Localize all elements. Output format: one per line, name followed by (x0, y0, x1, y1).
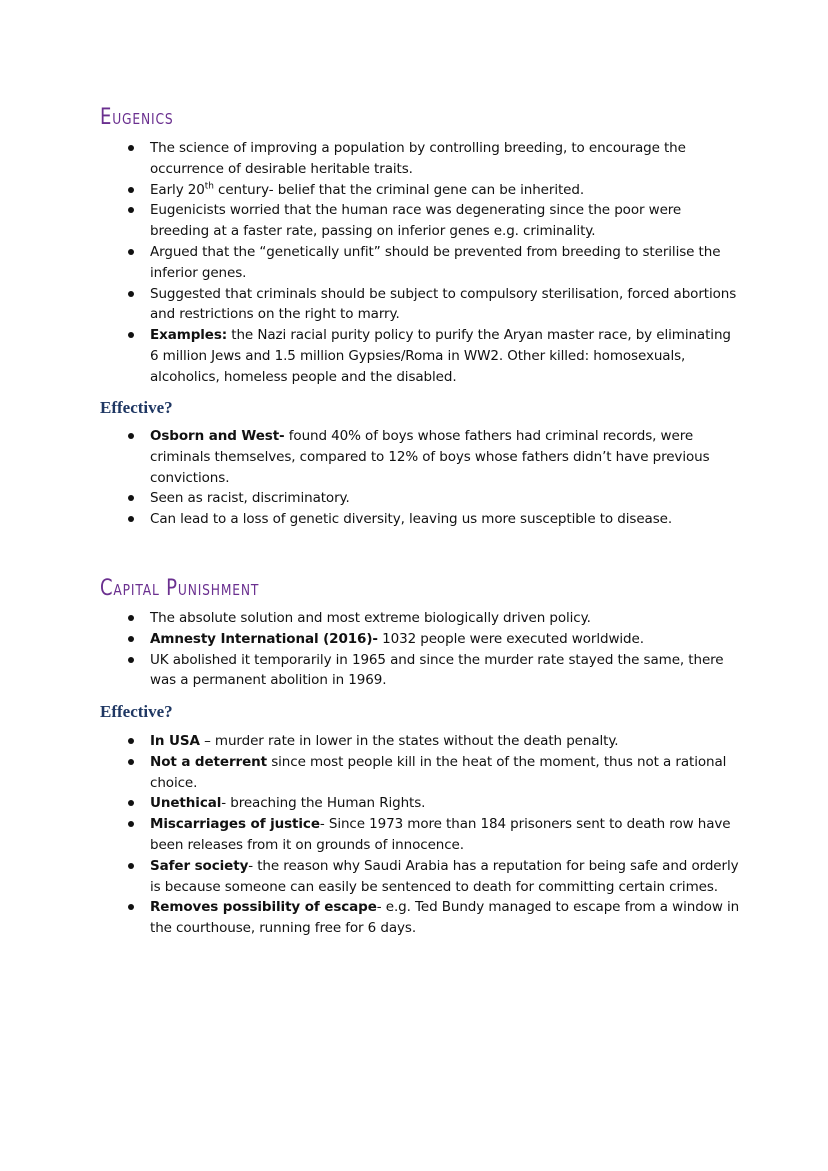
list-item: Examples: the Nazi racial purity policy to purify the Aryan master race, by eliminating 6 million Jews and 1.5 million Gypsies/Roma in WW2. Other killed: homosexuals, alcoholics, homeless people and the disabled. (150, 325, 740, 387)
eugenics-effective-heading: Effective? (100, 398, 173, 417)
list-item: Seen as racist, discriminatory. (150, 488, 740, 509)
list-item: The science of improving a population by controlling breeding, to encourage the occurrence of desirable heritable traits. (150, 138, 740, 180)
list-item: Osborn and West- found 40% of boys whose fathers had criminal records, were criminals themselves, compared to 12% of boys whose fathers didn’t have previous convictions. (150, 426, 740, 488)
list-item: In USA – murder rate in lower in the states without the death penalty. (150, 731, 740, 752)
list-item: Not a deterrent since most people kill in the heat of the moment, thus not a rational choice. (150, 752, 740, 794)
list-item: Argued that the “genetically unfit” should be prevented from breeding to sterilise the inferior genes. (150, 242, 740, 284)
capital-punishment-effective-list (150, 731, 740, 939)
list-item: Unethical- breaching the Human Rights. (150, 793, 740, 814)
eugenics-effective-list (150, 426, 740, 530)
list-item: Amnesty International (2016)- 1032 people were executed worldwide. (150, 629, 740, 650)
list-item: Safer society- the reason why Saudi Arabia has a reputation for being safe and orderly is because someone can easily be sentenced to death for committing certain crimes. (150, 856, 740, 898)
list-item: Removes possibility of escape- e.g. Ted Bundy managed to escape from a window in the courthouse, running free for 6 days. (150, 897, 740, 939)
list-item: The absolute solution and most extreme biologically driven policy. (150, 608, 740, 629)
list-item: UK abolished it temporarily in 1965 and since the murder rate stayed the same, there was a permanent abolition in 1969. (150, 650, 740, 692)
capital-punishment-bullet-list (150, 608, 740, 691)
eugenics-bullet-list (150, 138, 740, 388)
list-item: Suggested that criminals should be subject to compulsory sterilisation, forced abortions and restrictions on the right to marry. (150, 284, 740, 326)
capital-punishment-heading: Capital Punishment (100, 576, 260, 601)
list-item: Eugenicists worried that the human race was degenerating since the poor were breeding at a faster rate, passing on inferior genes e.g. criminality. (150, 200, 740, 242)
list-item: Miscarriages of justice- Since 1973 more than 184 prisoners sent to death row have been releases from it on grounds of innocence. (150, 814, 740, 856)
list-item: Can lead to a loss of genetic diversity, leaving us more susceptible to disease. (150, 509, 740, 530)
capital-punishment-effective-heading: Effective? (100, 702, 173, 721)
list-item: Early 20th century- belief that the criminal gene can be inherited. (150, 180, 740, 201)
eugenics-heading: Eugenics (100, 105, 174, 130)
